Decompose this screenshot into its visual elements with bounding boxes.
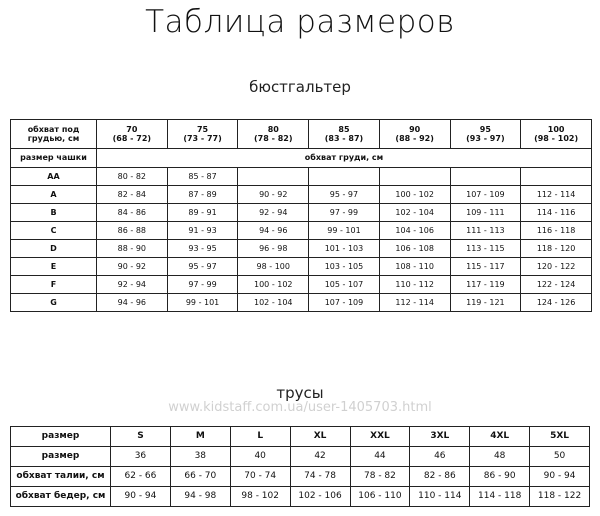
briefs-section-title: трусы: [276, 384, 324, 402]
table-row: [11, 240, 592, 258]
bust-range: 94 - 96: [97, 294, 168, 312]
bust-range: 117 - 119: [450, 276, 521, 294]
cup-size: AA: [11, 168, 97, 186]
table-row: [11, 204, 592, 222]
bust-range: 99 - 101: [309, 222, 380, 240]
band-range: (93 - 97): [466, 134, 505, 143]
table-row: [11, 487, 590, 507]
table-cell: 74 - 78: [290, 467, 350, 487]
bra-header-row: [11, 120, 592, 149]
bust-range: 107 - 109: [450, 186, 521, 204]
bust-range: 122 - 124: [521, 276, 592, 294]
bust-range: 95 - 97: [167, 258, 238, 276]
table-cell: 50: [530, 447, 590, 467]
bust-range: [238, 168, 309, 186]
band-size: 70: [126, 124, 138, 134]
row-label: обхват талии, см: [11, 467, 111, 487]
bust-range: 85 - 87: [167, 168, 238, 186]
table-cell: 114 - 118: [470, 487, 530, 507]
bust-range: 86 - 88: [97, 222, 168, 240]
bust-range: 108 - 110: [379, 258, 450, 276]
band-size: 95: [479, 124, 491, 134]
bust-range: [450, 168, 521, 186]
bust-range: 95 - 97: [309, 186, 380, 204]
page-title: Таблица размеров: [145, 4, 455, 40]
row-label: размер: [11, 427, 111, 447]
table-cell: 86 - 90: [470, 467, 530, 487]
bust-range: 112 - 114: [379, 294, 450, 312]
row-label: обхват бедер, см: [11, 487, 111, 507]
table-cell: 70 - 74: [230, 467, 290, 487]
table-cell: 42: [290, 447, 350, 467]
table-cell: 38: [170, 447, 230, 467]
watermark: www.kidstaff.com.ua/user-1405703.html: [168, 400, 432, 415]
underbust-label: обхват под грудью, см: [11, 120, 97, 149]
cup-size: E: [11, 258, 97, 276]
table-row: [11, 258, 592, 276]
bust-range: 100 - 102: [238, 276, 309, 294]
table-cell: 90 - 94: [111, 487, 171, 507]
underbust-column-header: [238, 120, 309, 149]
table-cell: 102 - 106: [290, 487, 350, 507]
cup-size: B: [11, 204, 97, 222]
table-cell: 46: [410, 447, 470, 467]
briefs-size-table: [10, 426, 590, 507]
cup-size-label: размер чашки: [11, 149, 97, 168]
bust-range: [309, 168, 380, 186]
bust-range: 89 - 91: [167, 204, 238, 222]
table-row: [11, 276, 592, 294]
bust-range: 111 - 113: [450, 222, 521, 240]
table-cell: 106 - 110: [350, 487, 410, 507]
bust-range: 110 - 112: [379, 276, 450, 294]
table-cell: 78 - 82: [350, 467, 410, 487]
table-cell: 110 - 114: [410, 487, 470, 507]
bust-range: 114 - 116: [521, 204, 592, 222]
table-row: [11, 427, 590, 447]
bust-range: 87 - 89: [167, 186, 238, 204]
cup-size: C: [11, 222, 97, 240]
band-range: (98 - 102): [534, 134, 579, 143]
underbust-column-header: [521, 120, 592, 149]
bust-range: 84 - 86: [97, 204, 168, 222]
band-size: 80: [267, 124, 279, 134]
table-cell: 82 - 86: [410, 467, 470, 487]
bust-range: 115 - 117: [450, 258, 521, 276]
bust-range: 116 - 118: [521, 222, 592, 240]
band-size: 85: [338, 124, 350, 134]
table-cell: XXL: [350, 427, 410, 447]
band-range: (78 - 82): [254, 134, 293, 143]
bust-range: 100 - 102: [379, 186, 450, 204]
underbust-column-header: [97, 120, 168, 149]
table-cell: 5XL: [530, 427, 590, 447]
table-row: [11, 447, 590, 467]
table-row: [11, 294, 592, 312]
band-range: (73 - 77): [183, 134, 222, 143]
cup-size: A: [11, 186, 97, 204]
table-cell: L: [230, 427, 290, 447]
bust-range: 93 - 95: [167, 240, 238, 258]
band-size: 90: [409, 124, 421, 134]
underbust-column-header: [379, 120, 450, 149]
bust-range: 90 - 92: [238, 186, 309, 204]
bust-range: 88 - 90: [97, 240, 168, 258]
bust-range: [521, 168, 592, 186]
bust-range: 98 - 100: [238, 258, 309, 276]
bust-range: 113 - 115: [450, 240, 521, 258]
underbust-column-header: [167, 120, 238, 149]
bust-range: 109 - 111: [450, 204, 521, 222]
table-cell: 98 - 102: [230, 487, 290, 507]
bust-range: 105 - 107: [309, 276, 380, 294]
bra-size-table: [10, 119, 592, 312]
underbust-column-header: [450, 120, 521, 149]
bust-range: 103 - 105: [309, 258, 380, 276]
bust-range: 80 - 82: [97, 168, 168, 186]
bust-range: 112 - 114: [521, 186, 592, 204]
bust-range: 101 - 103: [309, 240, 380, 258]
bust-range: 107 - 109: [309, 294, 380, 312]
table-cell: 44: [350, 447, 410, 467]
bust-range: 102 - 104: [238, 294, 309, 312]
table-cell: 90 - 94: [530, 467, 590, 487]
cup-size: F: [11, 276, 97, 294]
table-cell: 66 - 70: [170, 467, 230, 487]
band-size: 100: [547, 124, 565, 134]
bust-range: 119 - 121: [450, 294, 521, 312]
table-row: [11, 467, 590, 487]
table-cell: 3XL: [410, 427, 470, 447]
table-cell: S: [111, 427, 171, 447]
bust-range: 97 - 99: [167, 276, 238, 294]
underbust-column-header: [309, 120, 380, 149]
bust-range: 96 - 98: [238, 240, 309, 258]
row-label: размер: [11, 447, 111, 467]
bust-range: 91 - 93: [167, 222, 238, 240]
table-cell: 94 - 98: [170, 487, 230, 507]
table-cell: 40: [230, 447, 290, 467]
table-cell: 36: [111, 447, 171, 467]
bust-range: 94 - 96: [238, 222, 309, 240]
bust-range: 92 - 94: [97, 276, 168, 294]
bust-range: 104 - 106: [379, 222, 450, 240]
table-cell: M: [170, 427, 230, 447]
table-row: [11, 186, 592, 204]
table-row: [11, 168, 592, 186]
bust-label: обхват груди, см: [97, 149, 592, 168]
table-cell: 118 - 122: [530, 487, 590, 507]
bust-range: 90 - 92: [97, 258, 168, 276]
band-range: (88 - 92): [395, 134, 434, 143]
bust-range: [379, 168, 450, 186]
bra-section-title: бюстгальтер: [249, 78, 351, 96]
cup-size: D: [11, 240, 97, 258]
bust-range: 99 - 101: [167, 294, 238, 312]
bust-range: 102 - 104: [379, 204, 450, 222]
bust-range: 92 - 94: [238, 204, 309, 222]
bra-subheader-row: [11, 149, 592, 168]
bust-range: 106 - 108: [379, 240, 450, 258]
table-cell: 48: [470, 447, 530, 467]
table-cell: XL: [290, 427, 350, 447]
band-range: (83 - 87): [324, 134, 364, 143]
table-row: [11, 222, 592, 240]
table-cell: 62 - 66: [111, 467, 171, 487]
cup-size: G: [11, 294, 97, 312]
bust-range: 124 - 126: [521, 294, 592, 312]
band-range: (68 - 72): [112, 134, 152, 143]
bust-range: 118 - 120: [521, 240, 592, 258]
bust-range: 97 - 99: [309, 204, 380, 222]
band-size: 75: [196, 124, 209, 134]
bust-range: 82 - 84: [97, 186, 168, 204]
bust-range: 120 - 122: [521, 258, 592, 276]
table-cell: 4XL: [470, 427, 530, 447]
